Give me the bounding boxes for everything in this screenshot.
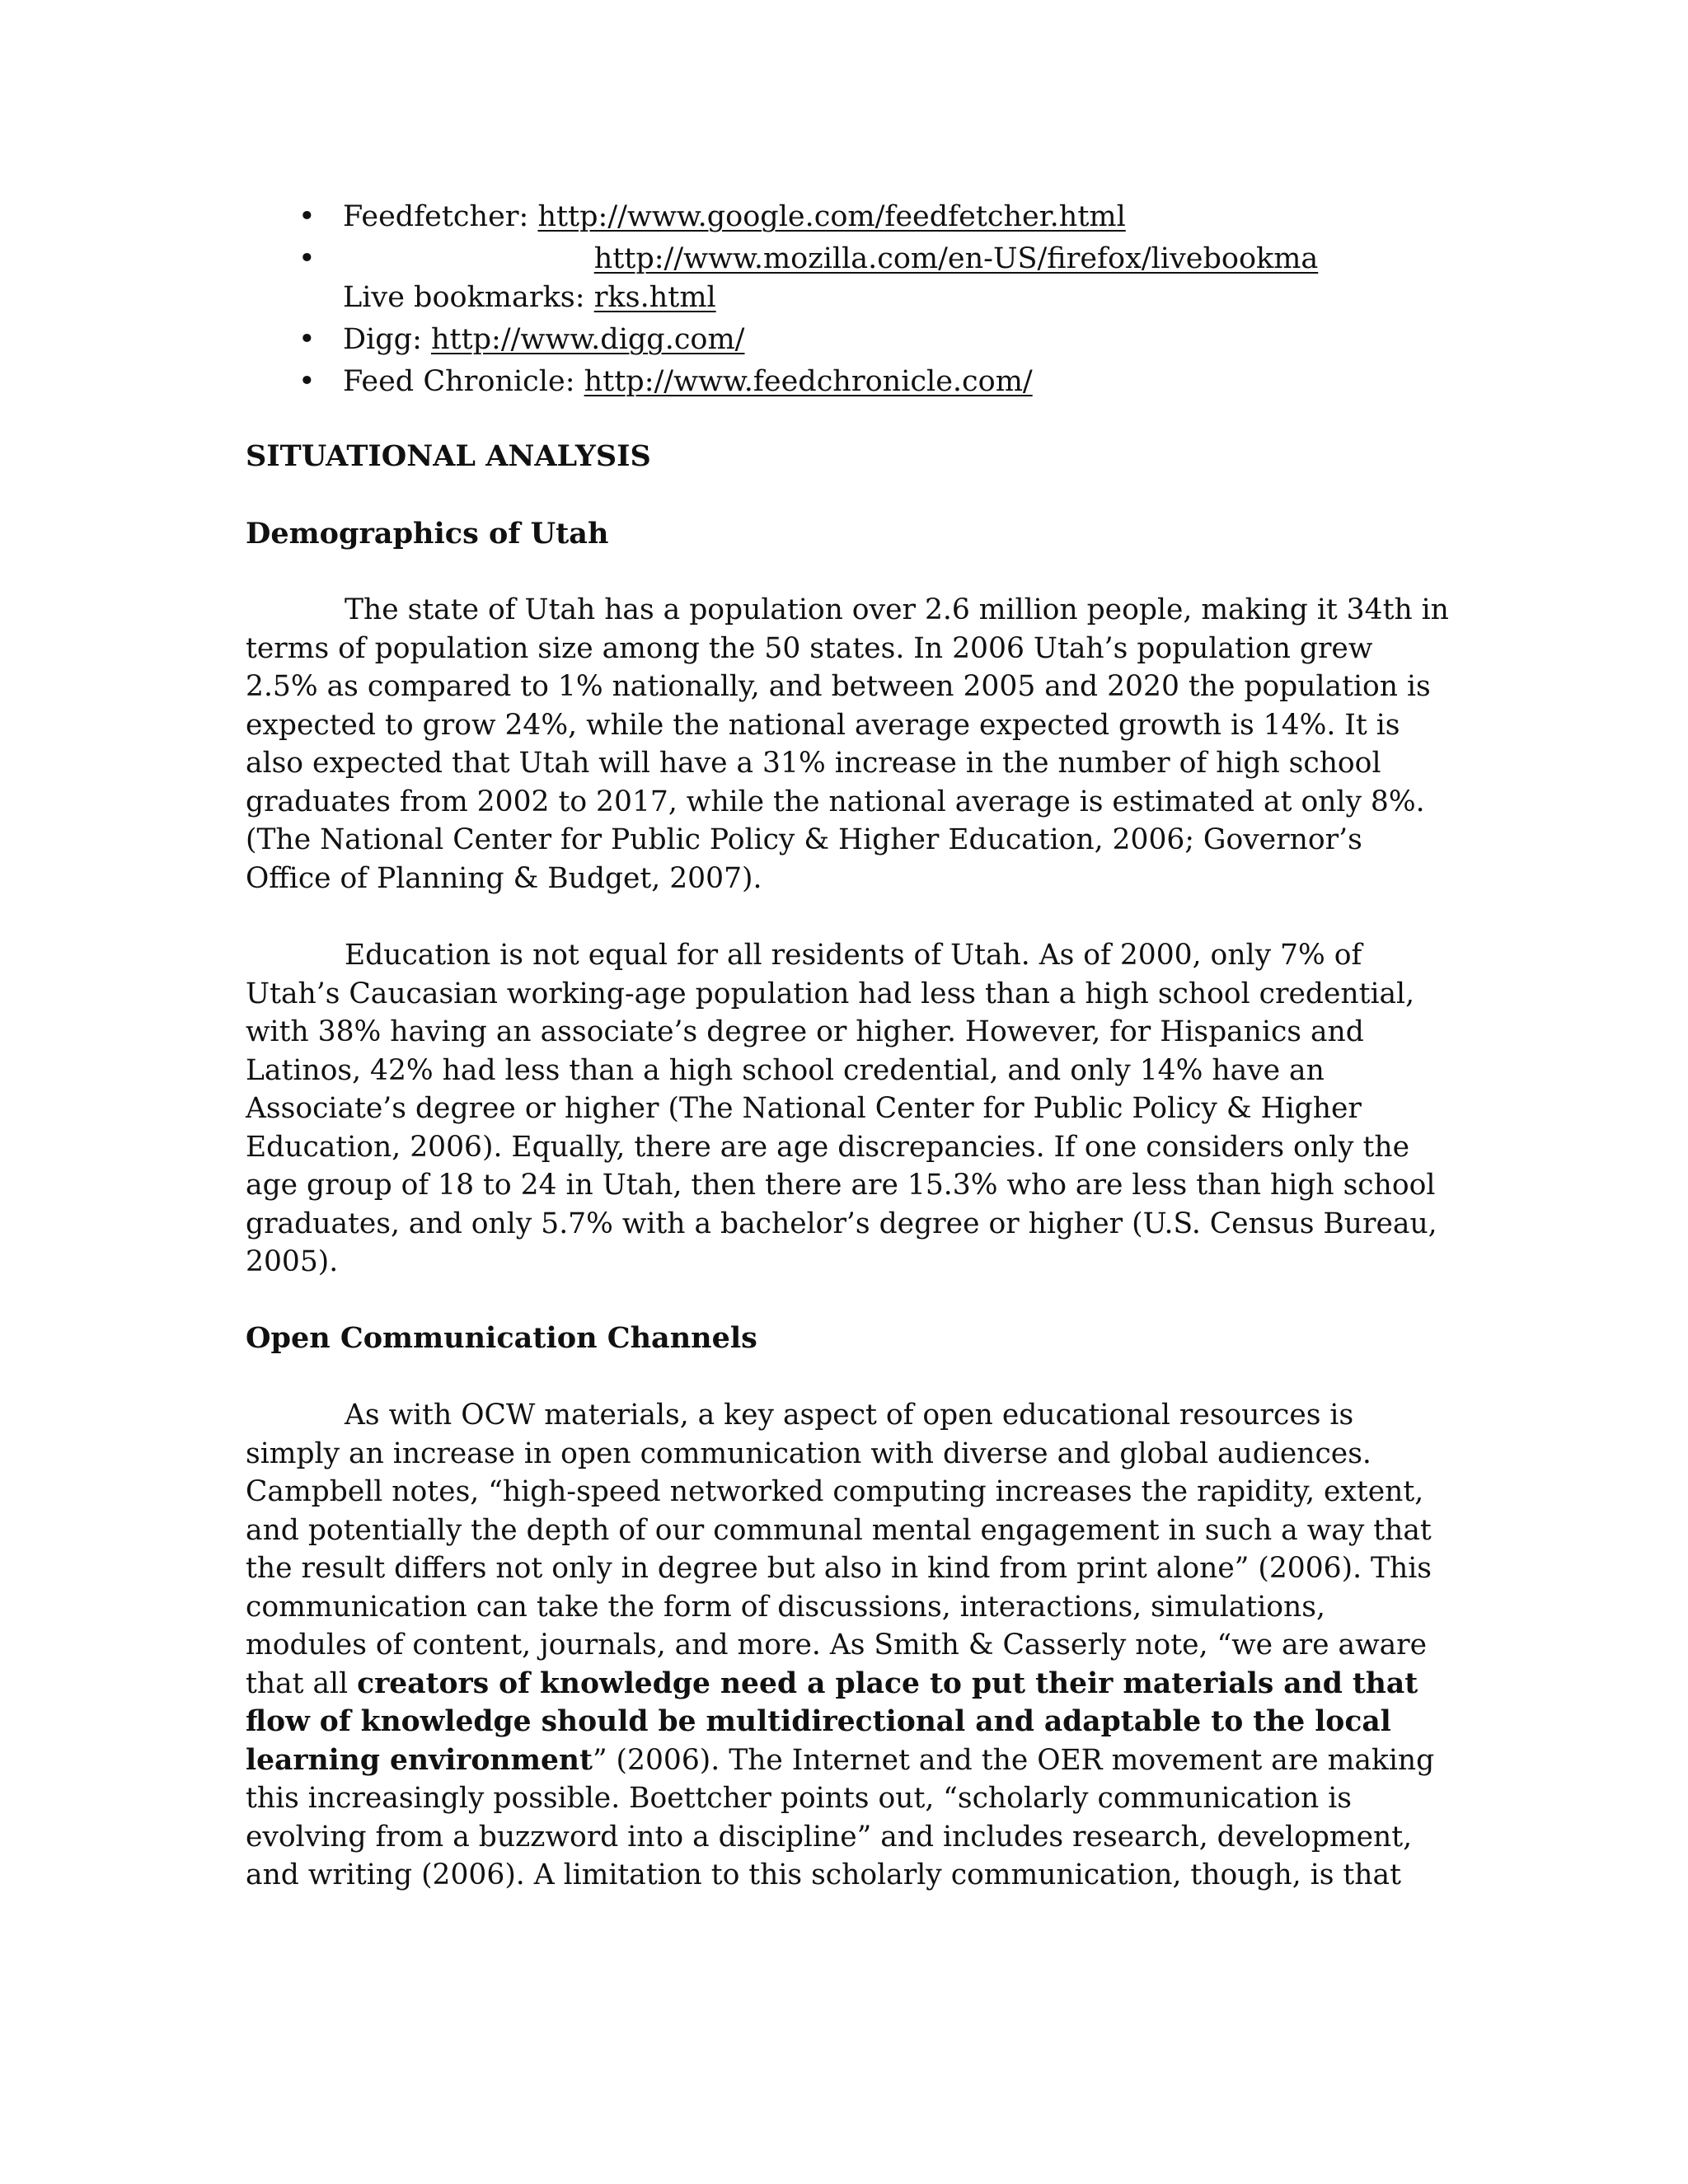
link-label: Feedfetcher:: [343, 200, 538, 233]
bullet-icon: •: [298, 365, 316, 398]
communication-heading: Open Communication Channels: [246, 1321, 757, 1355]
section-heading: SITUATIONAL ANALYSIS: [246, 439, 651, 473]
demographics-paragraph-1: The state of Utah has a population over 2.6 million people, making it 34th in terms of population size among the 50 states. In 2006 Utah’s population grew 2.5% as compared to 1% nationally, and between 2005 and 2020 the population is expected to grow 24%, while the national average expected growth is 14%. It is also expected that Utah will have a 31% increase in the number of high school graduates from 2002 to 2017, while the national average is estimated at only 8%. (The National Center for Public Policy & Higher Education, 2006; Governor’s Office of Planning & Budget, 2007).: [246, 593, 1449, 895]
link-label: Digg:: [343, 323, 431, 356]
demographics-heading: Demographics of Utah: [246, 517, 609, 551]
demographics-paragraph-2: Education is not equal for all residents of Utah. As of 2000, only 7% of Utah’s Caucasian working-age population had less than a high school credential, with 38% having an associate’s degree or higher. However, for Hispanics and Latinos, 42% had less than a high school credential, and only 14% have an Associate’s degree or higher (The National Center for Public Policy & Higher Education, 2006). Equally, there are age discrepancies. If one considers only the age group of 18 to 24 in Utah, then there are 15.3% who are less than high school graduates, and only 5.7% with a bachelor’s degree or higher (U.S. Census Bureau, 2005).: [246, 939, 1437, 1278]
link-label: Live bookmarks:: [343, 281, 594, 314]
paragraph-text: ” (2006). The Internet and the OER movement are making this increasingly possible. Boettcher points out, “scholarly communication is evolving from a buzzword into a discipline” and includes research, development, and writing (2006). A limitation to this scholarly communication, though, is that: [246, 1743, 1435, 1891]
digg-link[interactable]: http://www.digg.com/: [430, 323, 745, 356]
bullet-icon: •: [298, 200, 316, 233]
list-item: [298, 198, 1459, 237]
feedfetcher-link[interactable]: http://www.google.com/feedfetcher.html: [537, 200, 1126, 233]
list-item: [298, 321, 1459, 359]
emphasized-quote: creators of knowledge need a place to put their materials and that flow of knowledge should be multidirectional and adaptable to the local learning environment: [246, 1666, 1418, 1777]
bullet-icon: •: [298, 323, 316, 356]
communication-paragraph: [246, 1396, 1449, 1895]
link-label: Feed Chronicle:: [343, 365, 584, 398]
live-bookmarks-link[interactable]: http://www.mozilla.com/en-US/firefox/livebookmarks.html: [593, 242, 1319, 314]
bullet-icon: •: [298, 242, 316, 275]
link-list: [298, 198, 1459, 405]
feed-chronicle-link[interactable]: http://www.feedchronicle.com/: [584, 365, 1033, 398]
list-item: [298, 240, 1459, 317]
list-item: [298, 363, 1459, 401]
paragraph-text: As with OCW materials, a key aspect of open educational resources is simply an increase in open communication with diverse and global audiences. Campbell notes, “high-speed networked computing increases the rapidity, extent, and potentially the depth of our communal mental engagement in such a way that the result differs not only in degree but also in kind from print alone” (2006). This communication can take the form of discussions, interactions, simulations, modules of content, journals, and more. As Smith & Casserly note, “we are aware that all: [246, 1399, 1432, 1700]
